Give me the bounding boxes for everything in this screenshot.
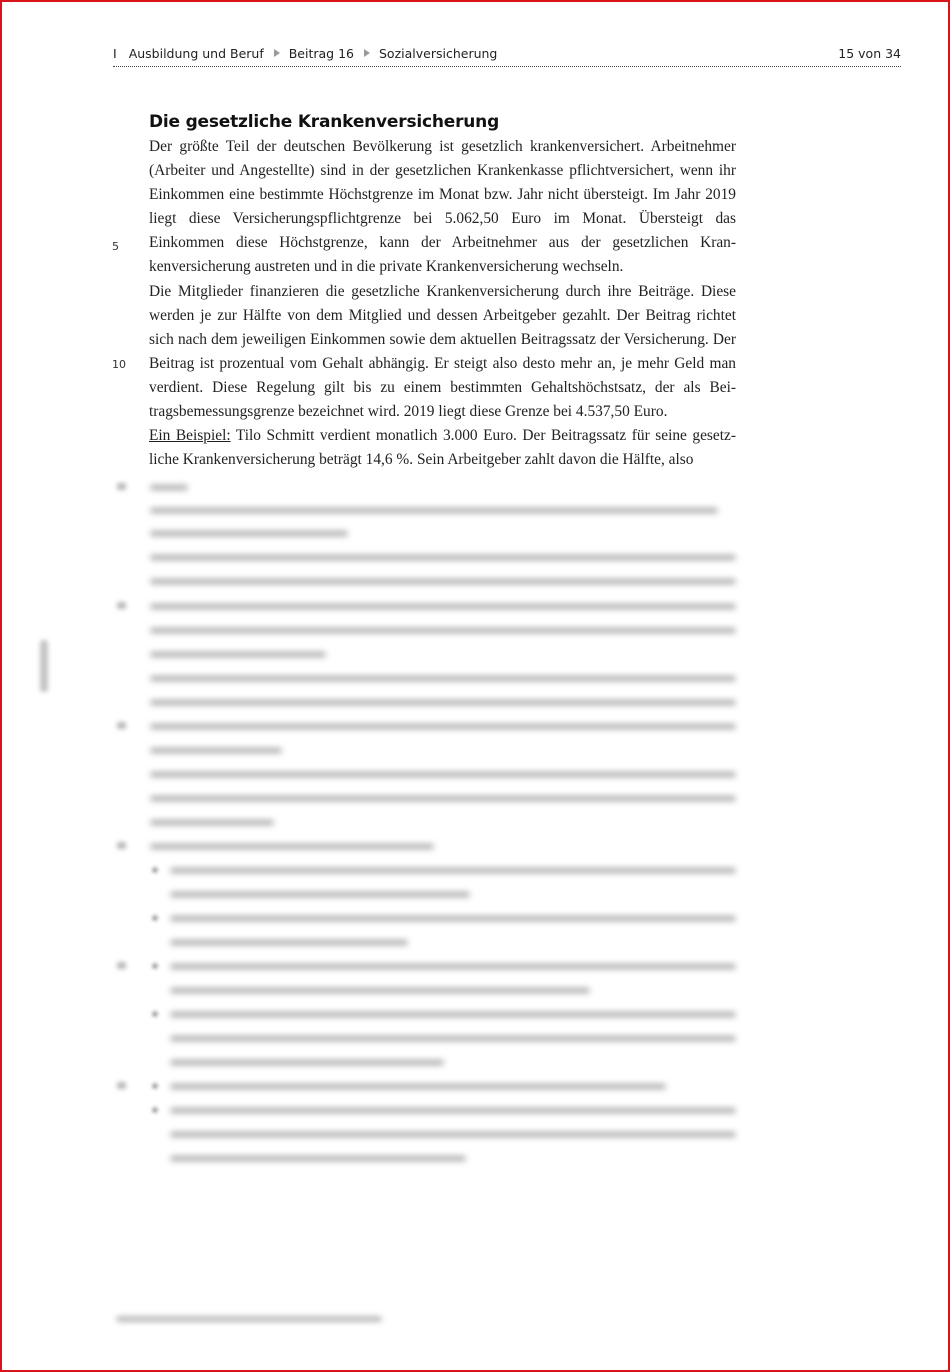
- line-number-10: 10: [112, 358, 126, 371]
- blurred-text-line: [170, 988, 590, 993]
- blurred-text-line: [150, 796, 736, 801]
- blurred-text-line: [150, 820, 274, 825]
- blurred-text-line: [150, 700, 736, 705]
- line-number-5: 5: [112, 240, 119, 253]
- blurred-bullet: [152, 1107, 158, 1113]
- blurred-bullet: [152, 867, 158, 873]
- blurred-text-line: [150, 579, 736, 584]
- blurred-side-note: [40, 640, 48, 692]
- blurred-text-line: [170, 1156, 466, 1161]
- blurred-line-number: [117, 483, 126, 490]
- blurred-text-line: [170, 940, 408, 945]
- section-numeral: I: [113, 45, 117, 61]
- blurred-bullet: [152, 915, 158, 921]
- breadcrumb-item-category: Ausbildung und Beruf: [128, 45, 264, 61]
- page-count: 15 von 34: [838, 45, 901, 61]
- blurred-line-number: [117, 602, 126, 609]
- blurred-text-line: [170, 892, 470, 897]
- blurred-footer: [116, 1316, 382, 1322]
- blurred-text-line: [150, 844, 434, 849]
- breadcrumb-arrow-icon: [364, 49, 370, 57]
- blurred-line-number: [117, 962, 126, 969]
- breadcrumb-item-topic: Sozialversicherung: [379, 45, 498, 61]
- article-heading: Die gesetzliche Krankenversicherung: [149, 112, 500, 132]
- breadcrumb: [129, 46, 498, 61]
- blurred-text-line: [150, 748, 282, 753]
- blurred-text-line: [170, 916, 736, 921]
- blurred-text-line: [150, 772, 736, 777]
- blurred-bullet: [152, 963, 158, 969]
- example-text: Tilo Schmitt verdient monatlich 3.000 Euro. Der Beitragssatz für seine gesetzliche Krankenversicherung beträgt 14,6 %. Sein Arbeitgeber zahlt davon die Hälfte, also: [149, 427, 737, 469]
- blurred-text-line: [170, 868, 736, 873]
- page-header: [113, 43, 901, 63]
- blurred-bullet: [152, 1083, 158, 1089]
- blurred-text-line: [150, 676, 736, 681]
- blurred-text-line: [150, 628, 736, 633]
- blurred-text-line: [150, 485, 188, 490]
- blurred-line-number: [117, 722, 126, 729]
- breadcrumb-arrow-icon: [274, 49, 280, 57]
- example-label: Ein Beispiel:: [149, 427, 231, 445]
- blurred-line-number: [117, 842, 126, 849]
- blurred-bullet: [152, 1011, 158, 1017]
- blurred-text-line: [170, 1036, 736, 1041]
- article-paragraph-1: Der größte Teil der deutschen Bevölkerung ist gesetzlich krankenversichert. Arbeitnehmer (Arbeiter und Angestellte) sind in der gesetzlichen Krankenkasse pflichtversichert, wenn ihr Einkommen eine bestimmte Höchstgrenze im Monat bzw. Jahr nicht übersteigt. Im Jahr 2019 liegt diese Versicherungspflichtgrenze bei 5.062,50 Euro im Monat. Übersteigt das Einkommen diese Höchstgrenze, kann der Arbeitnehmer aus der gesetzlichen Krankenversicherung austreten und in die private Krankenversicherung wechseln.: [149, 138, 736, 276]
- blurred-text-line: [150, 555, 736, 560]
- blurred-text-line: [170, 1108, 736, 1113]
- example-paragraph: [149, 424, 736, 472]
- blurred-text-line: [170, 1060, 444, 1065]
- blurred-text-line: [150, 531, 348, 536]
- blurred-text-line: [170, 1132, 736, 1137]
- blurred-text-line: [170, 964, 736, 969]
- article: [149, 112, 736, 472]
- article-paragraph-2: Die Mitglieder finanzieren die gesetzliche Krankenversicherung durch ihre Beiträge. Diese werden je zur Hälfte von dem Mitglied und dessen Arbeitgeber gezahlt. Der Beitrag richtet sich nach dem jeweiligen Einkommen sowie dem aktuellen Beitragssatz der Versicherung. Der Beitrag ist prozentual vom Gehalt abhängig. Er steigt also desto mehr an, je mehr Geld man verdient. Diese Regelung gilt bis zu einem bestimmten Gehaltshöchstsatz, der als Beitragsbemessungsgrenze bezeichnet wird. 2019 liegt diese Grenze bei 4.537,50 Euro.: [149, 282, 736, 421]
- blurred-line-number: [117, 1082, 126, 1089]
- blurred-text-line: [150, 508, 718, 513]
- breadcrumb-item-issue: Beitrag 16: [288, 45, 354, 61]
- blurred-text-line: [170, 1084, 666, 1089]
- blurred-text-line: [150, 652, 326, 657]
- blurred-text-line: [150, 724, 736, 729]
- header-divider: [113, 66, 901, 67]
- blurred-text-line: [150, 604, 736, 609]
- blurred-text-line: [170, 1012, 736, 1017]
